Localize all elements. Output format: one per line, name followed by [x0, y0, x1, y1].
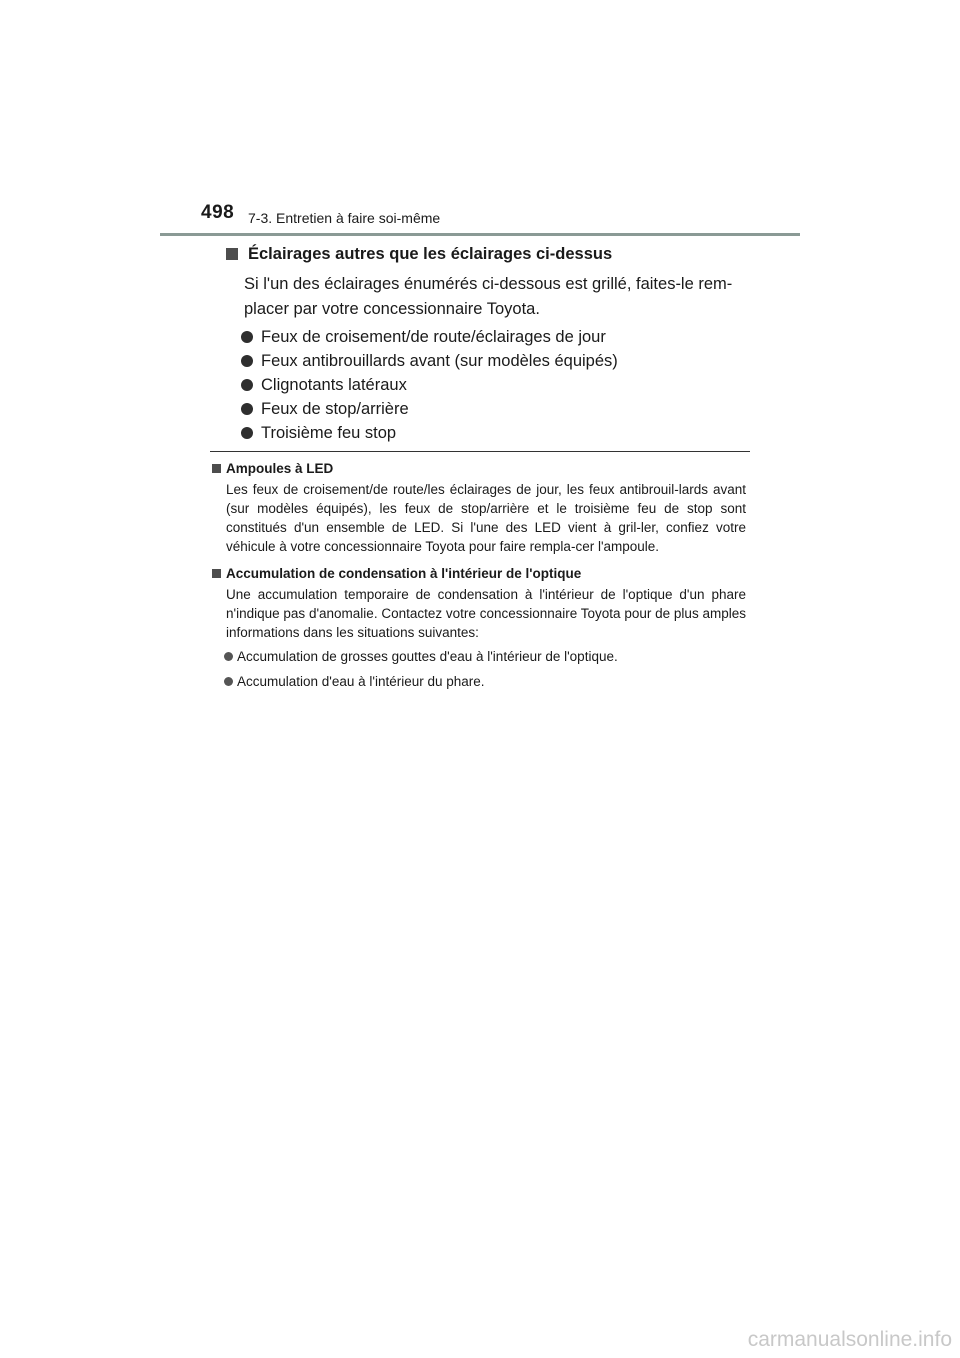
list-item-text: Feux antibrouillards avant (sur modèles équipés)	[261, 351, 618, 370]
main-list	[223, 325, 753, 445]
watermark: carmanualsonline.info	[747, 1328, 952, 1351]
list-item-text: Accumulation de grosses gouttes d'eau à l'intérieur de l'optique.	[237, 649, 618, 664]
note-heading	[211, 458, 746, 478]
list-item-text: Feux de croisement/de route/éclairages de jour	[261, 327, 606, 346]
note-heading	[211, 563, 746, 583]
bullet-dot-icon	[241, 427, 253, 439]
list-item	[241, 349, 753, 373]
main-section	[223, 240, 753, 445]
list-item	[241, 325, 753, 349]
square-bullet-icon	[226, 248, 238, 260]
note-condensation	[211, 563, 746, 691]
note-led	[211, 458, 746, 556]
bullet-dot-icon	[241, 355, 253, 367]
notes-section	[211, 458, 746, 697]
bullet-dot-icon	[241, 403, 253, 415]
list-item	[241, 373, 753, 397]
square-bullet-icon	[212, 569, 221, 578]
square-bullet-icon	[212, 464, 221, 473]
list-item-text: Feux de stop/arrière	[261, 399, 409, 418]
bullet-dot-icon	[224, 652, 233, 661]
main-heading-text: Éclairages autres que les éclairages ci-dessus	[248, 244, 613, 263]
list-item	[224, 672, 746, 691]
note-paragraph: Les feux de croisement/de route/les éclairages de jour, les feux antibrouil-lards avant (sur modèles équipés), les feux de stop/arrière et le troisième feu de stop sont constitués d'un ensemble de LED. Si l'une des LED vient à gril-ler, confiez votre véhicule à votre concessionnaire Toyota pour faire rempla-cer l'ampoule.	[226, 482, 746, 554]
section-divider	[210, 451, 750, 452]
main-paragraph-line: Si l'un des éclairages énumérés ci-dessous est grillé, faites-le rem-	[244, 275, 733, 293]
header-rule	[160, 233, 800, 236]
bullet-dot-icon	[241, 379, 253, 391]
list-item	[241, 397, 753, 421]
list-item	[224, 647, 746, 666]
note-heading-text: Accumulation de condensation à l'intérieur de l'optique	[226, 565, 582, 581]
list-item-text: Accumulation d'eau à l'intérieur du phare.	[237, 674, 485, 689]
main-paragraph-line: placer par votre concessionnaire Toyota.	[244, 300, 540, 318]
note-heading-text: Ampoules à LED	[226, 460, 334, 476]
list-item-text: Troisième feu stop	[261, 423, 397, 442]
list-item-text: Clignotants latéraux	[261, 375, 407, 394]
main-heading	[223, 241, 753, 267]
note-list	[224, 647, 746, 691]
page-number: 498	[201, 202, 235, 223]
main-paragraph	[244, 272, 753, 322]
list-item	[241, 421, 753, 445]
bullet-dot-icon	[241, 331, 253, 343]
section-title: 7-3. Entretien à faire soi-même	[248, 210, 441, 226]
bullet-dot-icon	[224, 677, 233, 686]
note-paragraph: Une accumulation temporaire de condensation à l'intérieur de l'optique d'un phare n'indique pas d'anomalie. Contactez votre concessionnaire Toyota pour de plus amples informations dans les situations suivantes:	[226, 587, 746, 640]
